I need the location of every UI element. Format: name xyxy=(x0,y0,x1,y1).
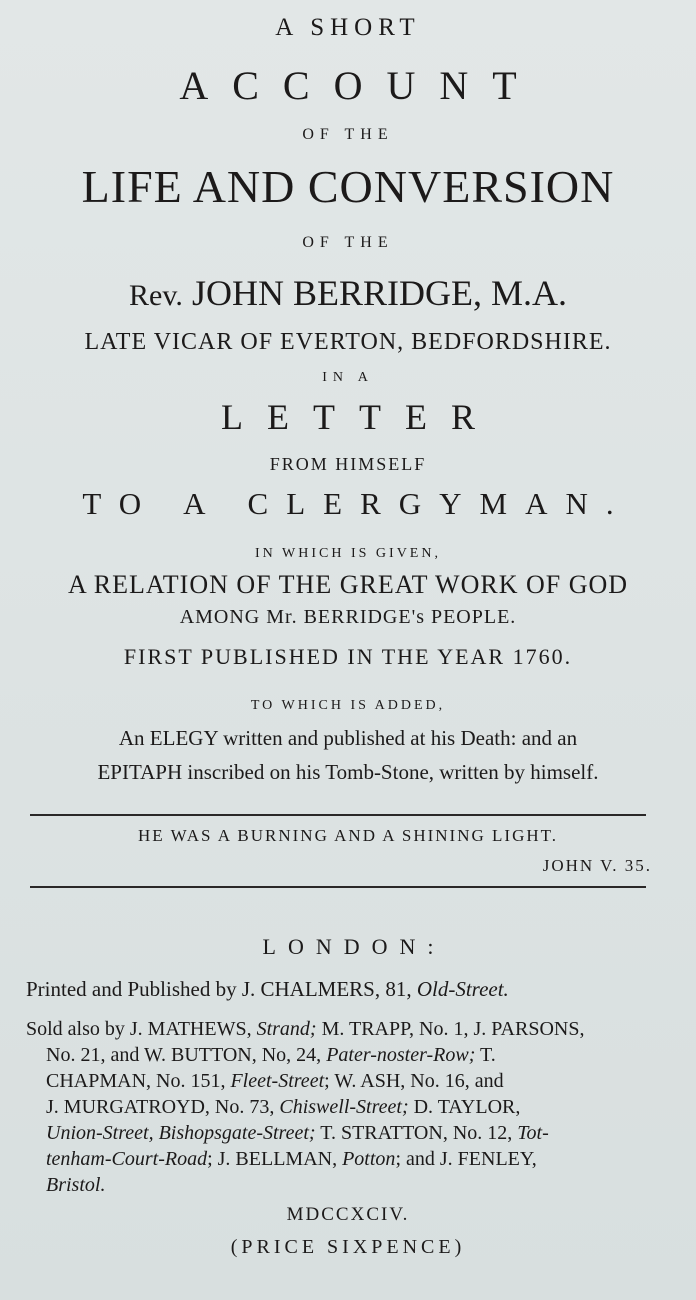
bottom-rule xyxy=(30,886,646,888)
sellers-text: J. MURGATROYD, No. 73, xyxy=(46,1096,280,1118)
author-name: JOHN BERRIDGE, M.A. xyxy=(191,273,567,313)
sellers-street: Strand; xyxy=(256,1018,317,1040)
title-line-to-which-is-added: TO WHICH IS ADDED, xyxy=(250,698,446,713)
imprint-price: (PRICE SIXPENCE) xyxy=(230,1236,466,1258)
title-line-in-which-is-given: IN WHICH IS GIVEN, xyxy=(255,546,441,561)
title-line-relation: A RELATION OF THE GREAT WORK OF GOD xyxy=(67,570,629,599)
sellers-line-7 xyxy=(26,1172,656,1198)
sellers-text: No. 21, and W. BUTTON, No, 24, xyxy=(46,1044,327,1066)
printed-by-street: Old-Street. xyxy=(416,977,509,1001)
title-line-among-people: AMONG Mr. BERRIDGE's PEOPLE. xyxy=(179,606,517,628)
sellers-line-4 xyxy=(26,1094,656,1120)
title-line-first-published: FIRST PUBLISHED IN THE YEAR 1760. xyxy=(123,644,573,669)
sellers-street: Bristol. xyxy=(46,1174,106,1196)
sellers-line-6 xyxy=(26,1146,656,1172)
sellers-line-1 xyxy=(26,1016,656,1042)
sellers-text: ; and J. FENLEY, xyxy=(395,1148,537,1170)
title-line-elegy: An ELEGY written and published at his Death: and an xyxy=(118,726,578,750)
sellers-street: tenham-Court-Road xyxy=(46,1148,208,1170)
title-line-account: ACCOUNT xyxy=(179,63,541,108)
imprint-printed-by xyxy=(26,976,656,1002)
title-line-letter: LETTER xyxy=(221,397,499,437)
title-line-epitaph: EPITAPH inscribed on his Tomb-Stone, written by himself. xyxy=(97,760,599,784)
top-rule xyxy=(30,814,646,816)
title-line-to-a-clergyman: TO A CLERGYMAN. xyxy=(82,486,632,521)
imprint-city: LONDON: xyxy=(262,934,446,959)
printed-by-text: Printed and Published by J. CHALMERS, 81, xyxy=(26,977,417,1001)
sellers-text: M. TRAPP, No. 1, J. PARSONS, xyxy=(316,1018,585,1040)
title-line-life-and-conversion: LIFE AND CONVERSION xyxy=(81,161,615,212)
sellers-street: Fleet-Street xyxy=(230,1070,325,1092)
imprint-sellers xyxy=(26,1016,656,1198)
sellers-street: Pater-noster-Row; xyxy=(326,1044,476,1066)
author-prefix: Rev. xyxy=(129,279,183,312)
sellers-street: Tot- xyxy=(517,1122,549,1144)
sellers-line-5 xyxy=(26,1120,656,1146)
sellers-text: CHAPMAN, No. 151, xyxy=(46,1070,231,1092)
epigraph-citation: JOHN V. 35. xyxy=(542,856,652,875)
epigraph-text: HE WAS A BURNING AND A SHINING LIGHT. xyxy=(138,826,558,845)
sellers-line-3 xyxy=(26,1068,656,1094)
sellers-text: ; W. ASH, No. 16, and xyxy=(324,1070,504,1092)
title-line-in-a: IN A xyxy=(322,370,374,385)
sellers-text: ; J. BELLMAN, xyxy=(207,1148,343,1170)
sellers-street: Potton xyxy=(342,1148,396,1170)
sellers-text: Sold also by J. MATHEWS, xyxy=(26,1018,257,1040)
sellers-text: D. TAYLOR, xyxy=(408,1096,521,1118)
title-line-of-the-1: OF THE xyxy=(302,126,394,143)
sellers-street: Chiswell-Street; xyxy=(279,1096,409,1118)
sellers-text: T. xyxy=(475,1044,496,1066)
title-line-of-the-2: OF THE xyxy=(302,234,394,251)
sellers-street: Union-Street, Bishopsgate-Street; xyxy=(46,1122,316,1144)
sellers-text: T. STRATTON, No. 12, xyxy=(315,1122,518,1144)
title-line-a-short: A SHORT xyxy=(275,14,421,41)
imprint-year: MDCCXCIV. xyxy=(286,1204,410,1225)
title-line-author xyxy=(0,272,696,314)
sellers-line-2 xyxy=(26,1042,656,1068)
title-line-from-himself: FROM HIMSELF xyxy=(269,454,427,474)
title-line-vicar: LATE VICAR OF EVERTON, BEDFORDSHIRE. xyxy=(84,329,612,355)
